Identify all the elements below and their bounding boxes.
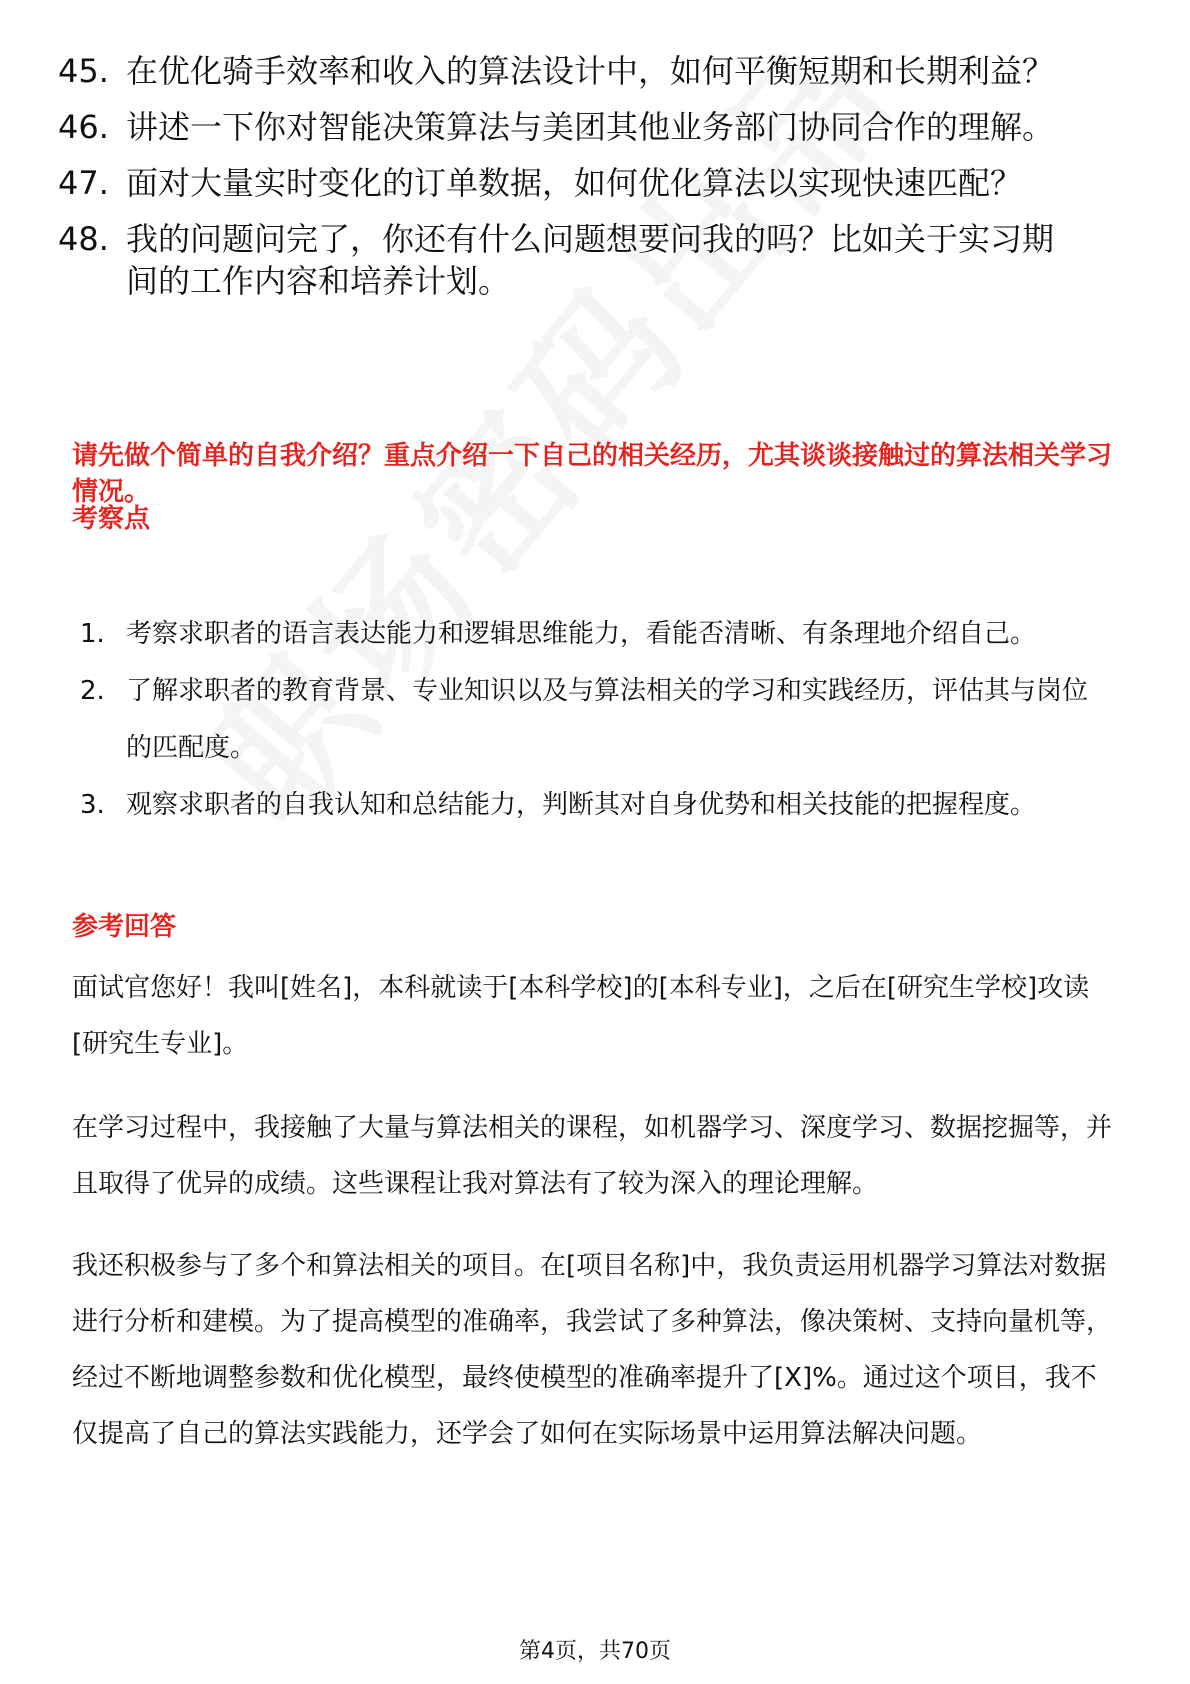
question-text: 面对大量实时变化的订单数据，如何优化算法以实现快速匹配？	[126, 164, 1023, 202]
question-item	[58, 106, 1118, 148]
question-item	[58, 162, 1118, 204]
question-number: 45.	[58, 52, 109, 90]
assessment-text: 了解求职者的教育背景、专业知识以及与算法相关的学习和实践经历，评估其与岗位的匹配度。	[126, 676, 1089, 763]
answer-paragraph: 我还积极参与了多个和算法相关的项目。在[项目名称]中，我负责运用机器学习算法对数据进行分析和建模。为了提高模型的准确率，我尝试了多种算法，像决策树、支持向量机等，经过不断地调整参数和优化模型，最终使模型的准确率提升了[X]%。通过这个项目，我不仅提高了自己的算法实践能力，还学会了如何在实际场景中运用算法解决问题。	[72, 1251, 1113, 1449]
assessment-text: 考察求职者的语言表达能力和逻辑思维能力，看能否清晰、有条理地介绍自己。	[126, 619, 1037, 649]
question-text: 在优化骑手效率和收入的算法设计中，如何平衡短期和长期利益？	[126, 52, 1055, 90]
current-question-title: 请先做个简单的自我介绍？重点介绍一下自己的相关经历，尤其谈谈接触过的算法相关学习情况。	[72, 441, 1113, 507]
page-number: 第4页，共70页	[519, 1639, 671, 1664]
question-number: 46.	[58, 108, 109, 146]
question-number: 47.	[58, 164, 109, 202]
question-list	[58, 50, 1118, 316]
answer-heading: 参考回答	[72, 912, 177, 942]
question-text: 讲述一下你对智能决策算法与美团其他业务部门协同合作的理解。	[126, 108, 1055, 146]
answer-paragraph: 面试官您好！我叫[姓名]，本科就读于[本科学校]的[本科专业]，之后在[研究生学校]攻读[研究生专业]。	[72, 973, 1090, 1059]
question-text: 我的问题问完了，你还有什么问题想要问我的吗？比如关于实习期间的工作内容和培养计划。	[126, 220, 1055, 300]
answer-paragraph: 在学习过程中，我接触了大量与算法相关的课程，如机器学习、深度学习、数据挖掘等，并且取得了优异的成绩。这些课程让我对算法有了较为深入的理论理解。	[72, 1113, 1113, 1199]
assessment-number: 3.	[80, 790, 105, 820]
assessment-item	[80, 606, 1120, 663]
assessment-number: 2.	[80, 676, 105, 706]
assessment-text: 观察求职者的自我认知和总结能力，判断其对自身优势和相关技能的把握程度。	[126, 790, 1037, 820]
assessment-list	[80, 606, 1120, 834]
question-number: 48.	[58, 220, 109, 258]
assessment-heading: 考察点	[72, 504, 151, 534]
assessment-item	[80, 777, 1120, 834]
assessment-number: 1.	[80, 619, 105, 649]
question-item	[58, 50, 1118, 92]
question-item	[58, 218, 1118, 302]
assessment-item	[80, 663, 1120, 777]
